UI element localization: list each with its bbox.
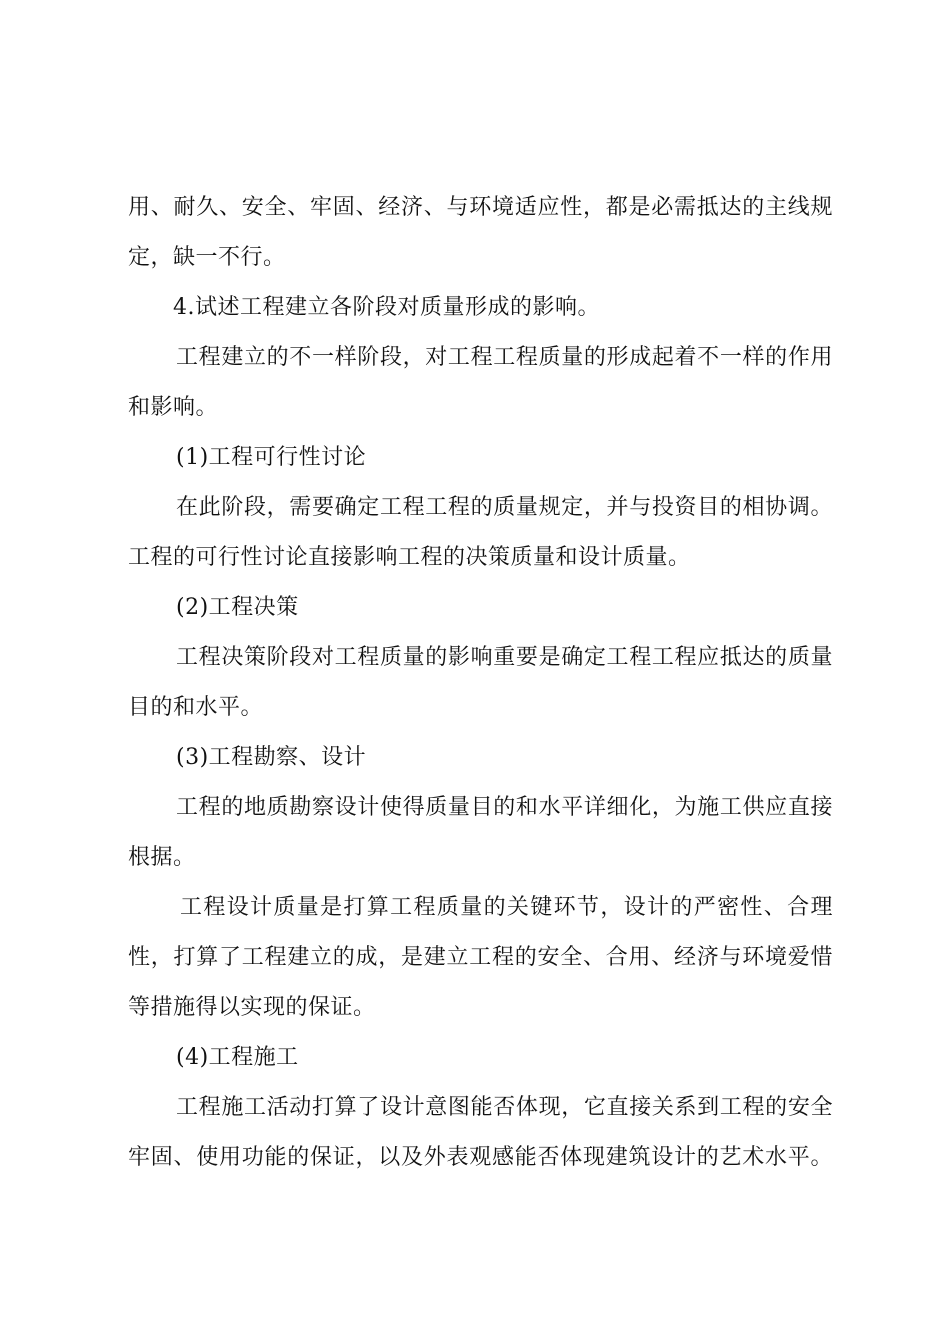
text-line: 工程设计质量是打算工程质量的关键环节，设计的严密性、合理 bbox=[180, 895, 833, 920]
text-line: 工程的地质勘察设计使得质量目的和水平详细化，为施工供应直接 bbox=[176, 795, 833, 820]
text-line: 工程建立的不一样阶段，对工程工程质量的形成起着不一样的作用 bbox=[176, 345, 833, 370]
text-line: 牢固、使用功能的保证，以及外表观感能否体现建筑设计的艺术水平。 bbox=[128, 1145, 833, 1170]
text-line: 用、耐久、安全、牢固、经济、与环境适应性，都是必需抵达的主线规 bbox=[128, 195, 833, 220]
text-line: 定，缺一不行。 bbox=[128, 245, 286, 270]
section-heading: (2)工程决策 bbox=[176, 595, 299, 620]
question-heading: 4.试述工程建立各阶段对质量形成的影响。 bbox=[173, 295, 600, 320]
text-line: 根据。 bbox=[128, 845, 196, 870]
text-line: 目的和水平。 bbox=[128, 695, 264, 720]
text-line: 工程决策阶段对工程质量的影响重要是确定工程工程应抵达的质量 bbox=[176, 645, 833, 670]
section-heading: (1)工程可行性讨论 bbox=[176, 445, 367, 470]
text-line: 和影响。 bbox=[128, 395, 219, 420]
text-line: 工程的可行性讨论直接影响工程的决策质量和设计质量。 bbox=[128, 545, 691, 570]
section-heading: (3)工程勘察、设计 bbox=[176, 745, 367, 770]
text-line: 在此阶段，需要确定工程工程的质量规定，并与投资目的相协调。 bbox=[176, 495, 833, 520]
section-heading: (4)工程施工 bbox=[176, 1045, 299, 1070]
text-line: 等措施得以实现的保证。 bbox=[128, 995, 376, 1020]
text-line: 工程施工活动打算了设计意图能否体现，它直接关系到工程的安全 bbox=[176, 1095, 833, 1120]
text-line: 性，打算了工程建立的成，是建立工程的安全、合用、经济与环境爱惜 bbox=[128, 945, 833, 970]
